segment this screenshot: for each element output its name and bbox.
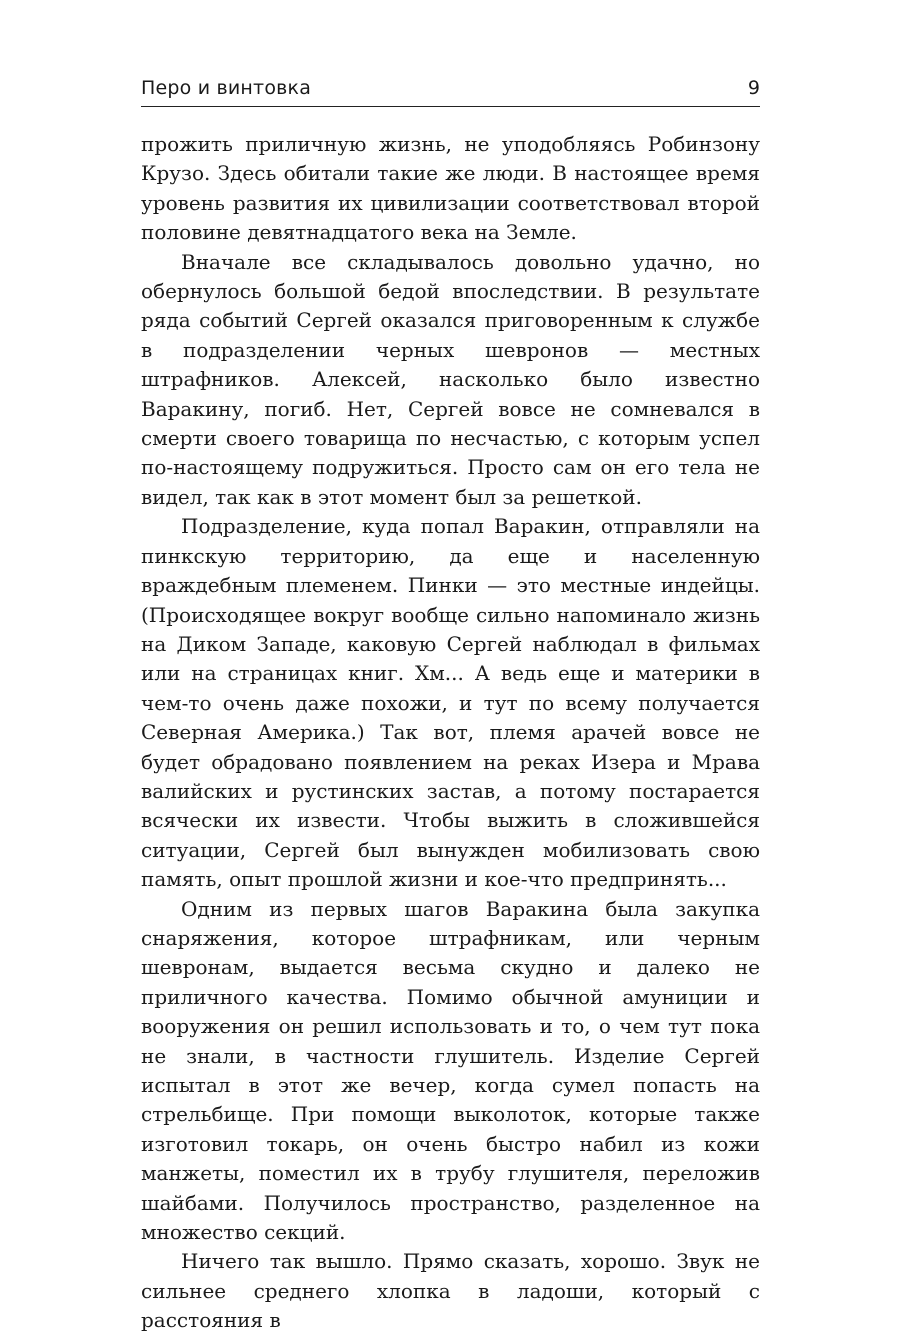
paragraph-1: прожить приличную жизнь, не уподобляясь Робинзону Крузо. Здесь обитали такие же люди. В настоящее время уровень развития их цивилизации соответствовал второй половине девятнадцатого века на Земле. bbox=[141, 132, 760, 245]
book-title: Перо и винтовка bbox=[141, 77, 312, 99]
running-head bbox=[141, 76, 760, 107]
paragraph-2: Вначале все складывалось довольно удачно, но обернулось большой бедой впоследствии. В результате ряда событий Сергей оказался приговоренным к службе в подразделении черных шевронов — местных штрафников. Алексей, насколько было известно Варакину, погиб. Нет, Сергей вовсе не сомневался в смерти своего товарища по несчастью, с которым успел по-настоящему подружиться. Просто сам он его тела не видел, так как в этот момент был за решеткой. bbox=[141, 249, 760, 509]
paragraph-5: Ничего так вышло. Прямо сказать, хорошо. Звук не сильнее среднего хлопка в ладоши, который с расстояния в bbox=[141, 1249, 760, 1333]
body-text bbox=[141, 130, 760, 1336]
page-number: 9 bbox=[747, 77, 760, 99]
paragraph-4: Одним из первых шагов Варакина была закупка снаряжения, которое штрафникам, или черным шевронам, выдается весьма скудно и далеко не приличного качества. Помимо обычной амуниции и вооружения он решил использовать и то, о чем тут пока не знали, в частности глушитель. Изделие Сергей испытал в этот же вечер, когда сумел попасть на стрельбище. При помощи выколоток, которые также изготовил токарь, он очень быстро набил из кожи манжеты, поместил их в трубу глушителя, переложив шайбами. Получилось пространство, разделенное на множество секций. bbox=[141, 896, 760, 1245]
paragraph-3: Подразделение, куда попал Варакин, отправляли на пинкскую территорию, да еще и населенную враждебным племенем. Пинки — это местные индейцы. (Происходящее вокруг вообще сильно напоминало жизнь на Диком Западе, каковую Сергей наблюдал в фильмах или на страницах книг. Хм... А ведь еще и материки в чем-то очень даже похожи, и тут по всему получается Северная Америка.) Так вот, племя арачей вовсе не будет обрадовано появлением на реках Изера и Мрава валийских и рустинских застав, а потому постарается всячески их извести. Чтобы выжить в сложившейся ситуации, Сергей был вынужден мобилизовать свою память, опыт прошлой жизни и кое-что предпринять... bbox=[141, 514, 760, 892]
